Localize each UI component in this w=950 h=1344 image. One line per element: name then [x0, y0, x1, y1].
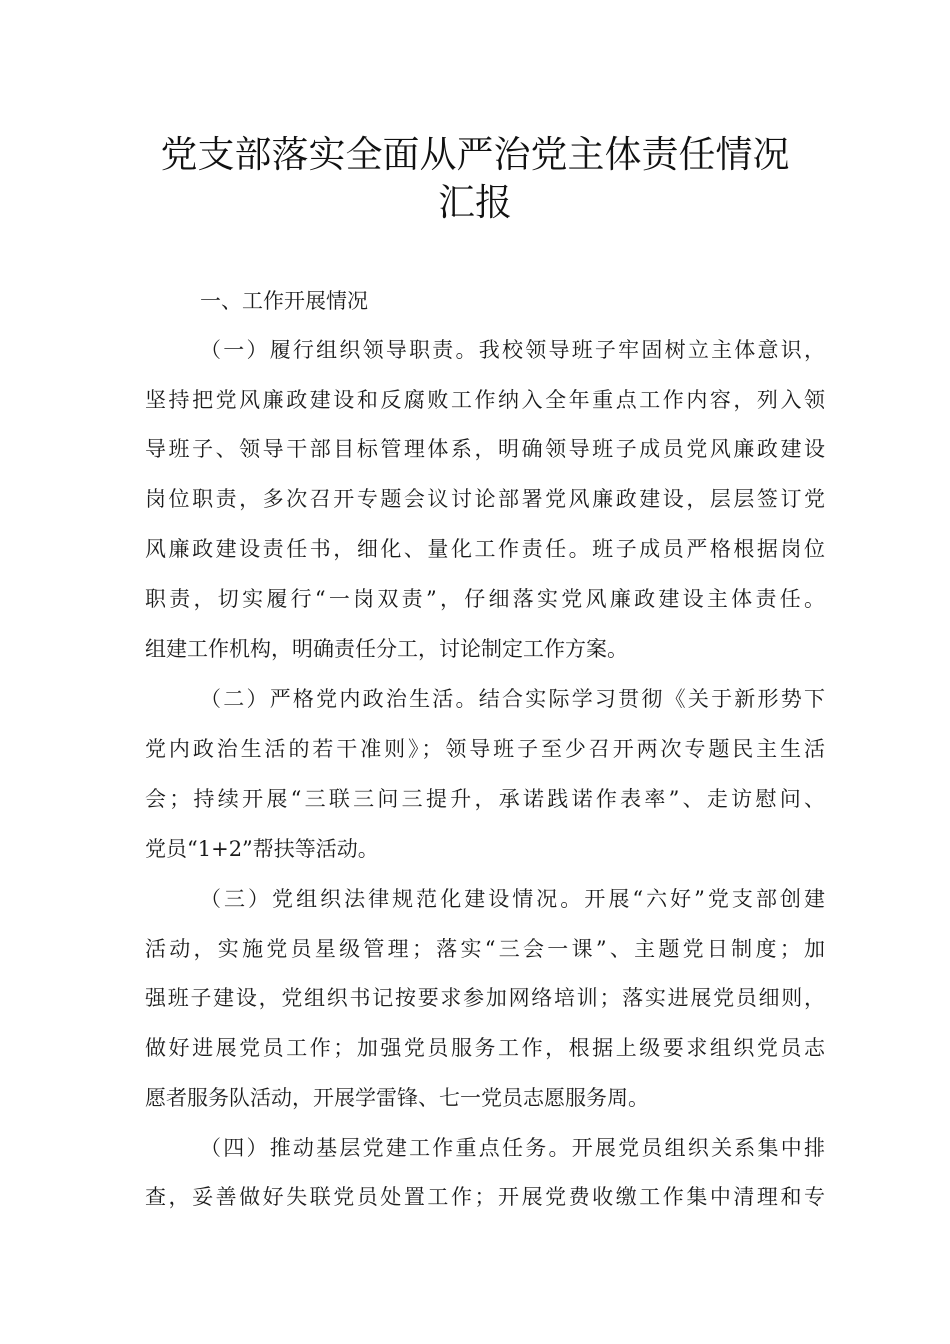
paragraph-line: （四）推动基层党建工作重点任务。开展党员组织关系集中排	[200, 1136, 825, 1160]
document-title-line-2: 汇报	[438, 181, 512, 224]
paragraph-line: 强班子建设，党组织书记按要求参加网络培训；落实进展党员细则，	[145, 986, 825, 1010]
paragraph-line: （一）履行组织领导职责。我校领导班子牢固树立主体意识，	[200, 338, 825, 362]
paragraph-line: 党内政治生活的若干准则》；领导班子至少召开两次专题民主生活	[145, 737, 825, 761]
paragraph-line: 愿者服务队活动，开展学雷锋、七一党员志愿服务周。	[145, 1086, 649, 1110]
paragraph-line: 查，妥善做好失联党员处置工作；开展党费收缴工作集中清理和专	[145, 1185, 825, 1209]
document-title-line-1: 党支部落实全面从严治党主体责任情况	[160, 133, 790, 176]
paragraph-line: 会；持续开展“三联三问三提升，承诺践诺作表率”、走访慰问、	[145, 787, 825, 811]
paragraph-line: 岗位职责，多次召开专题会议讨论部署党风廉政建设，层层签订党	[145, 487, 825, 511]
paragraph-line: 风廉政建设责任书，细化、量化工作责任。班子成员严格根据岗位	[145, 537, 825, 561]
paragraph-line: 做好进展党员工作；加强党员服务工作，根据上级要求组织党员志	[145, 1036, 825, 1060]
paragraph-line: 活动，实施党员星级管理；落实“三会一课”、主题党日制度；加	[145, 937, 825, 961]
paragraph-line: （三）党组织法律规范化建设情况。开展“六好”党支部创建	[200, 887, 825, 911]
paragraph-line: 职责，切实履行“一岗双责”，仔细落实党风廉政建设主体责任。	[145, 587, 825, 611]
section-heading: 一、工作开展情况	[200, 289, 368, 313]
paragraph-line: （二）严格党内政治生活。结合实际学习贯彻《关于新形势下	[200, 687, 825, 711]
paragraph-line: 坚持把党风廉政建设和反腐败工作纳入全年重点工作内容，列入领	[145, 388, 825, 412]
paragraph-line: 导班子、领导干部目标管理体系，明确领导班子成员党风廉政建设	[145, 437, 825, 461]
paragraph-line: 党员“1+2”帮扶等活动。	[145, 837, 379, 861]
paragraph-line: 组建工作机构，明确责任分工，讨论制定工作方案。	[145, 637, 628, 661]
